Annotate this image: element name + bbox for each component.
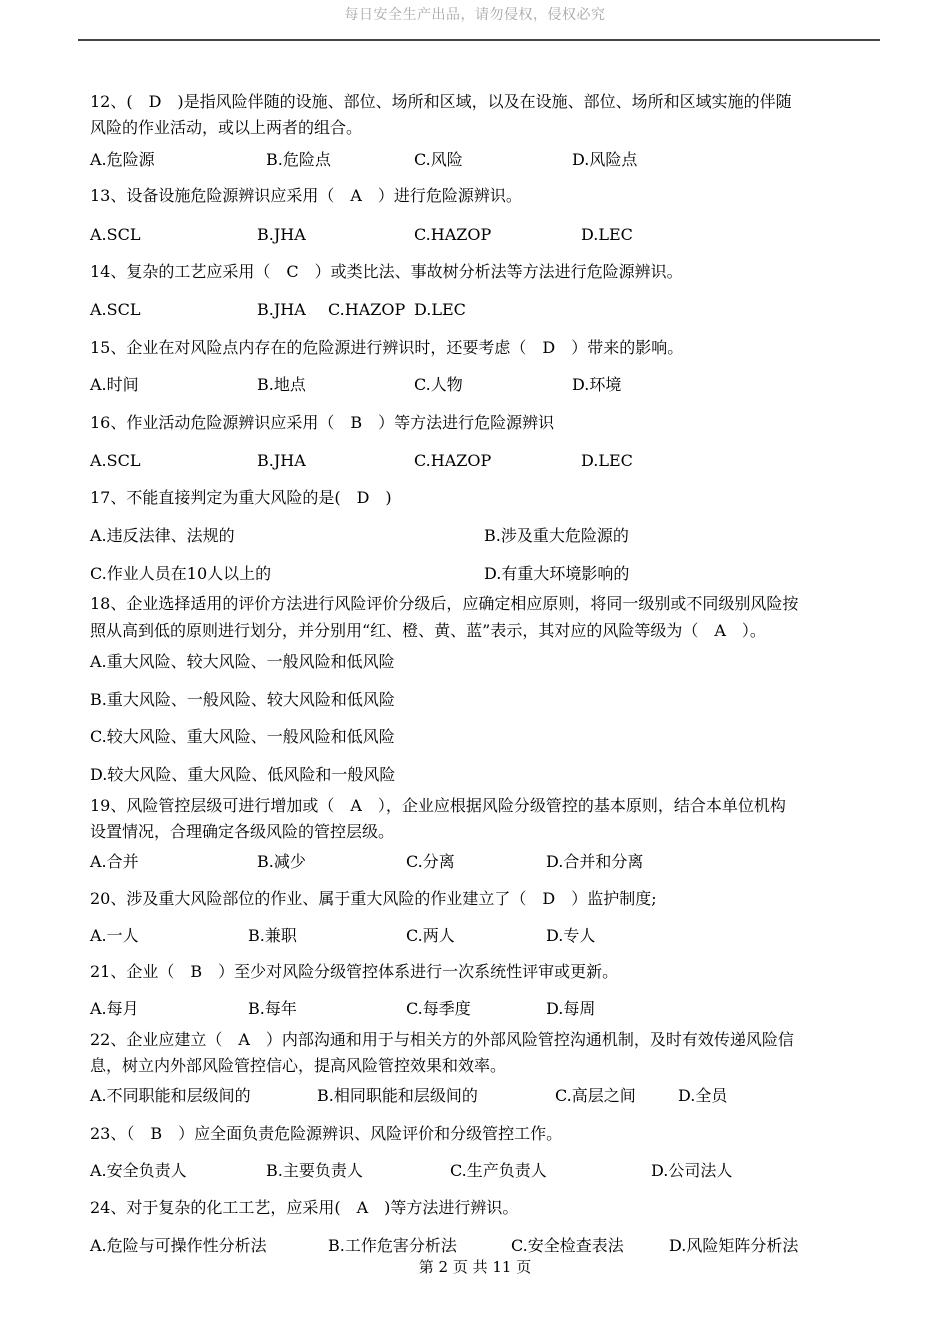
question-text: 20、涉及重大风险部位的作业、属于重大风险的作业建立了（ D ）监护制度; — [90, 889, 657, 908]
answer-option: B.相同职能和层级间的 — [317, 1086, 478, 1105]
answer-option: A.危险源 — [90, 150, 155, 169]
answer-option: A.SCL — [90, 451, 141, 470]
answer-option: D.风险点 — [572, 150, 638, 169]
answer-option: D.风险矩阵分析法 — [669, 1236, 799, 1255]
answer-option: B.每年 — [248, 999, 297, 1018]
answer-option: C.较大风险、重大风险、一般风险和低风险 — [90, 727, 395, 746]
answer-option: D.全员 — [678, 1086, 728, 1105]
answer-option: D.公司法人 — [651, 1161, 733, 1180]
answer-option: C.风险 — [414, 150, 463, 169]
answer-option: C.每季度 — [406, 999, 471, 1018]
answer-option: B.地点 — [257, 375, 306, 394]
answer-option: A.安全负责人 — [90, 1161, 187, 1180]
answer-option: A.危险与可操作性分析法 — [90, 1236, 267, 1255]
answer-option: C.高层之间 — [555, 1086, 636, 1105]
answer-option: B.兼职 — [248, 926, 297, 945]
question-text: 21、企业（ B ）至少对风险分级管控体系进行一次系统性评审或更新。 — [90, 962, 619, 981]
header-watermark: 每日安全生产出品，请勿侵权，侵权必究 — [344, 7, 606, 23]
answer-option: A.SCL — [90, 225, 141, 244]
question-text: 设置情况，合理确定各级风险的管控层级。 — [90, 822, 395, 841]
answer-option: C.生产负责人 — [450, 1161, 547, 1180]
answer-option: B.JHA — [257, 225, 306, 244]
answer-option: B.危险点 — [266, 150, 331, 169]
answer-option: B.工作危害分析法 — [328, 1236, 457, 1255]
page-number: 第 2 页 共 11 页 — [418, 1258, 532, 1276]
answer-option: B.JHA — [257, 451, 306, 470]
question-text: 17、不能直接判定为重大风险的是( D ) — [90, 488, 392, 507]
answer-option: B.涉及重大危险源的 — [484, 526, 629, 545]
question-text: 12、( D )是指风险伴随的设施、部位、场所和区域，以及在设施、部位、场所和区域实施的伴随 — [90, 92, 792, 111]
answer-option: C.分离 — [406, 852, 455, 871]
question-text: 18、企业选择适用的评价方法进行风险评价分级后，应确定相应原则，将同一级别或不同级别风险按 — [90, 594, 799, 613]
answer-option: A.一人 — [90, 926, 139, 945]
question-text: 14、复杂的工艺应采用（ C ）或类比法、事故树分析法等方法进行危险源辨识。 — [90, 262, 683, 281]
question-text: 24、对于复杂的化工工艺，应采用( A )等方法进行辨识。 — [90, 1198, 519, 1217]
answer-option: D.环境 — [572, 375, 622, 394]
answer-option: C.HAZOP — [328, 300, 406, 319]
answer-option: A.每月 — [90, 999, 139, 1018]
answer-option: D.专人 — [546, 926, 596, 945]
answer-option: B.JHA — [257, 300, 306, 319]
answer-option: D.有重大环境影响的 — [484, 564, 630, 583]
answer-option: B.重大风险、一般风险、较大风险和低风险 — [90, 690, 395, 709]
answer-option: A.时间 — [90, 375, 139, 394]
question-text: 22、企业应建立（ A ）内部沟通和用于与相关方的外部风险管控沟通机制，及时有效传递风险信 — [90, 1030, 794, 1049]
answer-option: A.不同职能和层级间的 — [90, 1086, 251, 1105]
answer-option: B.减少 — [257, 852, 306, 871]
answer-option: D.较大风险、重大风险、低风险和一般风险 — [90, 765, 396, 784]
answer-option: D.合并和分离 — [546, 852, 644, 871]
answer-option: C.作业人员在10人以上的 — [90, 564, 272, 583]
question-text: 照从高到低的原则进行划分，并分别用“红、橙、黄、蓝”表示，其对应的风险等级为（ A ）。 — [90, 621, 766, 640]
question-text: 15、企业在对风险点内存在的危险源进行辨识时，还要考虑（ D ）带来的影响。 — [90, 338, 684, 357]
answer-option: D.LEC — [581, 225, 633, 244]
question-text: 19、风险管控层级可进行增加或（ A ），企业应根据风险分级管控的基本原则，结合本单位机构 — [90, 796, 786, 815]
answer-option: A.重大风险、较大风险、一般风险和低风险 — [90, 652, 395, 671]
answer-option: C.两人 — [406, 926, 455, 945]
answer-option: C.HAZOP — [414, 451, 492, 470]
answer-option: A.合并 — [90, 852, 139, 871]
answer-option: C.人物 — [414, 375, 463, 394]
answer-option: C.HAZOP — [414, 225, 492, 244]
answer-option: C.安全检查表法 — [511, 1236, 624, 1255]
question-text: 13、设备设施危险源辨识应采用（ A ）进行危险源辨识。 — [90, 186, 522, 205]
question-text: 息，树立内外部风险管控信心，提高风险管控效果和效率。 — [90, 1056, 507, 1075]
question-text: 风险的作业活动，或以上两者的组合。 — [90, 118, 363, 137]
answer-option: B.主要负责人 — [266, 1161, 363, 1180]
answer-option: D.LEC — [414, 300, 466, 319]
question-text: 23、（ B ）应全面负责危险源辨识、风险评价和分级管控工作。 — [90, 1124, 563, 1143]
answer-option: A.违反法律、法规的 — [90, 526, 235, 545]
answer-option: A.SCL — [90, 300, 141, 319]
question-text: 16、作业活动危险源辨识应采用（ B ）等方法进行危险源辨识 — [90, 413, 555, 432]
answer-option: D.LEC — [581, 451, 633, 470]
header-divider — [78, 39, 880, 41]
answer-option: D.每周 — [546, 999, 596, 1018]
